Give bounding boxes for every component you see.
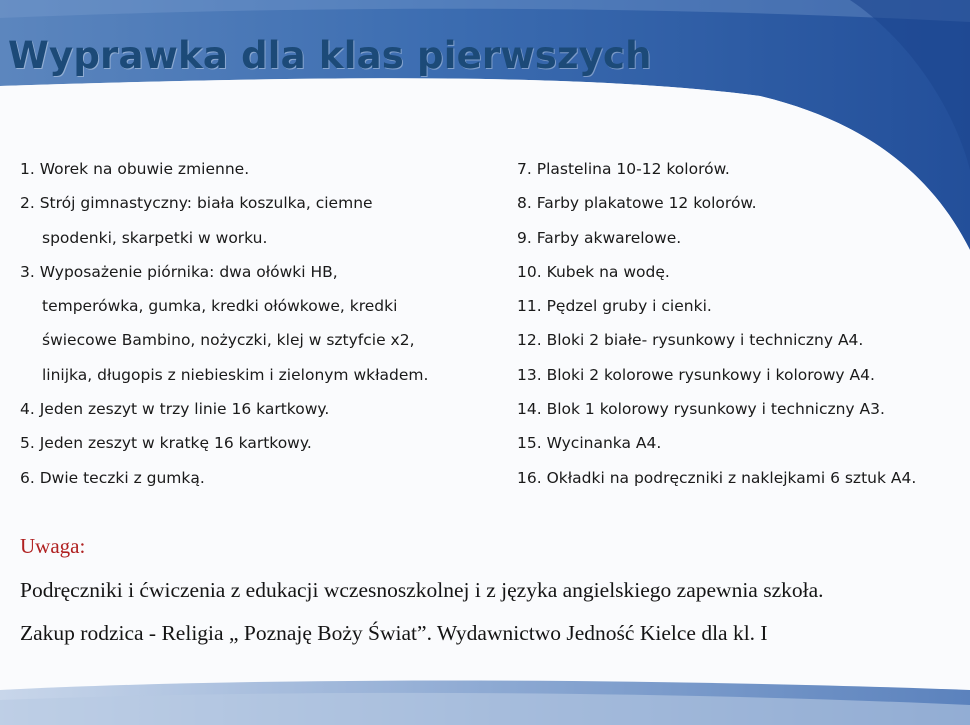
list-item: temperówka, gumka, kredki ołówkowe, kredki <box>42 297 398 316</box>
list-item: spodenki, skarpetki w worku. <box>42 228 268 247</box>
slide-title: Wyprawka dla klas pierwszych <box>8 34 652 77</box>
list-item: 16. Okładki na podręczniki z naklejkami 6 sztuk A4. <box>517 468 917 487</box>
note-label: Uwaga: <box>20 534 86 558</box>
list-item: linijka, długopis z niebieskim i zielonym wkładem. <box>42 365 429 384</box>
note-line-textbooks: Podręczniki i ćwiczenia z edukacji wczesnoszkolnej i z języka angielskiego zapewnia szkoła. <box>20 578 824 602</box>
supplies-list-left <box>20 152 428 495</box>
list-item: świecowe Bambino, nożyczki, klej w sztyfcie x2, <box>42 331 415 350</box>
list-item: 2. Strój gimnastyczny: biała koszulka, ciemne <box>20 194 373 213</box>
list-item: 6. Dwie teczki z gumką. <box>20 468 205 487</box>
list-item: 7. Plastelina 10-12 kolorów. <box>517 160 730 178</box>
note-line-religion: Zakup rodzica - Religia „ Poznaję Boży Świat”. Wydawnictwo Jedność Kielce dla kl. I <box>20 621 768 645</box>
list-item: 15. Wycinanka A4. <box>517 434 662 453</box>
list-item: 10. Kubek na wodę. <box>517 262 670 281</box>
list-item: 11. Pędzel gruby i cienki. <box>517 297 712 316</box>
supplies-list-right <box>517 152 916 495</box>
list-item: 12. Bloki 2 białe- rysunkowy i techniczny A4. <box>517 331 864 350</box>
list-item: 1. Worek na obuwie zmienne. <box>20 160 250 178</box>
list-item: 3. Wyposażenie piórnika: dwa ołówki HB, <box>20 262 338 281</box>
list-item: 13. Bloki 2 kolorowe rysunkowy i kolorowy A4. <box>517 365 875 384</box>
list-item: 14. Blok 1 kolorowy rysunkowy i techniczny A3. <box>517 400 885 419</box>
list-item: 9. Farby akwarelowe. <box>517 228 682 247</box>
list-item: 8. Farby plakatowe 12 kolorów. <box>517 194 757 213</box>
list-item: 5. Jeden zeszyt w kratkę 16 kartkowy. <box>20 434 312 453</box>
list-item: 4. Jeden zeszyt w trzy linie 16 kartkowy. <box>20 400 330 419</box>
